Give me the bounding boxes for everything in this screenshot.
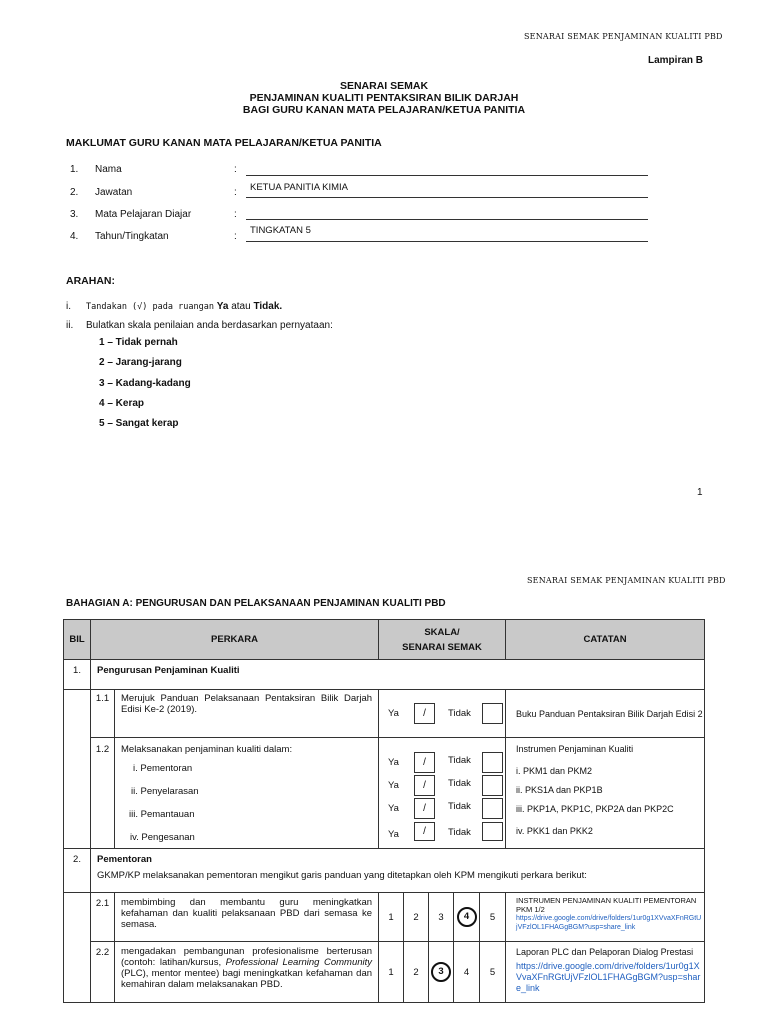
list-item: i. Pementoran xyxy=(133,763,193,774)
row-checklist xyxy=(379,738,506,849)
running-header-page2: SENARAI SEMAK PENJAMINAN KUALITI PBD xyxy=(527,576,726,585)
section-number: 2. xyxy=(64,849,91,893)
row-number: 1.1 xyxy=(91,690,115,738)
lampiran-label: Lampiran B xyxy=(648,55,704,66)
row-text: Merujuk Panduan Pelaksanaan Pentaksiran Bilik Darjah Edisi Ke-2 (2019). xyxy=(115,690,379,738)
arahan-i-number: i. xyxy=(66,301,71,312)
ya-label: Ya xyxy=(388,829,399,840)
arahan-i-text: Tandakan (√) pada ruangan xyxy=(86,302,214,312)
list-item: iii. Pemantauan xyxy=(129,809,195,820)
field-label: Jawatan xyxy=(95,187,133,198)
table-header-row xyxy=(64,620,705,660)
row-text-part: (PLC), mentor mentee) bagi meningkatkan kefahaman dan kemahiran dalam melaksanakan PBD. xyxy=(121,968,373,990)
ya-checkbox[interactable]: / xyxy=(414,822,435,841)
header-perkara: PERKARA xyxy=(91,620,379,660)
scale-option-3[interactable]: 3 xyxy=(429,893,454,942)
tidak-checkbox[interactable] xyxy=(482,822,503,841)
field-number: 1. xyxy=(70,164,79,175)
arahan-i-atau: atau xyxy=(231,301,251,312)
scale-option-2[interactable]: 2 xyxy=(404,893,429,942)
section-title: Pengurusan Penjaminan Kualiti xyxy=(91,660,705,690)
catatan-link[interactable]: https://drive.google.com/drive/folders/1ur0g1XVvaXFnRGtUjVFzlOL1FHAGgBGM?usp=share_link xyxy=(516,961,701,993)
section-title: Pementoran xyxy=(97,854,152,865)
tidak-label: Tidak xyxy=(448,778,471,789)
row-catatan xyxy=(506,738,705,849)
header-skala xyxy=(379,620,506,660)
catatan-title: Instrumen Penjaminan Kualiti xyxy=(516,744,634,754)
scale-item-3: 3 – Kadang-kadang xyxy=(99,378,191,389)
arahan-i-ya: Ya xyxy=(216,301,229,312)
field-number: 3. xyxy=(70,209,79,220)
scale-option-1[interactable]: 1 xyxy=(379,893,404,942)
scale-item-2: 2 – Jarang-jarang xyxy=(99,357,182,368)
table-row-section-1 xyxy=(64,660,705,690)
catatan-item: iii. PKP1A, PKP1C, PKP2A dan PKP2C xyxy=(516,804,674,814)
row-number: 1.2 xyxy=(91,738,115,849)
field-label: Nama xyxy=(95,164,122,175)
row-checklist xyxy=(379,690,506,738)
scale-circle: 3 xyxy=(431,962,451,982)
row-text: Melaksanakan penjaminan kualiti dalam: xyxy=(121,744,293,755)
header-skala-line1: SKALA/ xyxy=(424,626,460,638)
running-header: SENARAI SEMAK PENJAMINAN KUALITI PBD xyxy=(524,32,723,41)
catatan-link[interactable]: https://drive.google.com/drive/folders/1ur0g1XVvaXFnRGtUjVFzlOL1FHAGgBGM?usp=share_link xyxy=(516,915,702,931)
tidak-label: Tidak xyxy=(448,755,471,766)
tidak-checkbox[interactable] xyxy=(482,798,503,819)
row-text: membimbing dan membantu guru meningkatkan kefahaman dan kualiti pelaksanaan PBD dari semasa ke semasa. xyxy=(115,893,379,942)
checklist-table xyxy=(63,619,705,1003)
field-underline xyxy=(246,219,648,220)
table-row-1-2 xyxy=(64,738,705,849)
catatan-title: INSTRUMEN PENJAMINAN KUALITI PEMENTORAN PKM 1/2 xyxy=(516,896,697,914)
field-underline xyxy=(246,197,648,198)
doc-title-1: SENARAI SEMAK xyxy=(339,80,429,92)
field-label: Tahun/Tingkatan xyxy=(95,231,169,242)
arahan-ii-text: Bulatkan skala penilaian anda berdasarkan pernyataan: xyxy=(86,320,333,331)
scale-option-5[interactable]: 5 xyxy=(480,942,506,1003)
row-content xyxy=(115,738,379,849)
tidak-label: Tidak xyxy=(448,707,471,719)
tidak-checkbox[interactable] xyxy=(482,703,503,724)
section-content xyxy=(91,849,705,893)
scale-option-1[interactable]: 1 xyxy=(379,942,404,1003)
ya-label: Ya xyxy=(388,803,399,814)
scale-option-3-circled[interactable] xyxy=(429,942,454,1003)
row-catatan xyxy=(506,942,705,1003)
list-item: ii. Penyelarasan xyxy=(131,786,199,797)
row-text-part: mengadakan pembangunan profesionalisme berterusan (contoh: latihan/kursus, xyxy=(121,946,373,968)
field-underline xyxy=(246,175,648,176)
field-value[interactable]: KETUA PANITIA KIMIA xyxy=(250,182,349,193)
scale-option-2[interactable]: 2 xyxy=(404,942,429,1003)
arahan-i-tidak: Tidak. xyxy=(253,301,283,312)
row-catatan xyxy=(506,893,705,942)
tidak-checkbox[interactable] xyxy=(482,752,503,773)
page-number: 1 xyxy=(697,487,703,498)
table-row-2-1 xyxy=(64,893,705,942)
row-number: 2.1 xyxy=(91,893,115,942)
arahan-i xyxy=(86,301,282,312)
table-row-2-2 xyxy=(64,942,705,1003)
table-row-section-2 xyxy=(64,849,705,893)
header-bil: BIL xyxy=(64,620,91,660)
catatan-item: iv. PKK1 dan PKK2 xyxy=(516,826,593,836)
field-number: 4. xyxy=(70,231,79,242)
scale-circle: 4 xyxy=(457,907,477,927)
arahan-heading: ARAHAN: xyxy=(66,275,115,287)
list-item: iv. Pengesanan xyxy=(130,832,195,843)
section-description: GKMP/KP melaksanakan pementoran mengikut garis panduan yang ditetapkan oleh KPM mengikuti perkara berikut: xyxy=(97,870,587,881)
scale-option-4[interactable]: 4 xyxy=(454,942,480,1003)
header-catatan: CATATAN xyxy=(506,620,705,660)
ya-checkbox[interactable]: / xyxy=(414,752,435,773)
header-skala-line2: SENARAI SEMAK xyxy=(402,641,482,653)
scale-item-5: 5 – Sangat kerap xyxy=(99,418,179,429)
tidak-checkbox[interactable] xyxy=(482,775,503,796)
scale-item-4: 4 – Kerap xyxy=(99,398,145,409)
doc-title-2: PENJAMINAN KUALITI PENTAKSIRAN BILIK DARJAH xyxy=(249,92,519,104)
ya-checkbox[interactable]: / xyxy=(414,775,435,796)
tidak-label: Tidak xyxy=(448,827,471,838)
doc-title-3: BAGI GURU KANAN MATA PELAJARAN/KETUA PANITIA xyxy=(242,104,526,116)
ya-checkbox[interactable]: / xyxy=(414,798,435,819)
section-heading-bahagian-a: BAHAGIAN A: PENGURUSAN DAN PELAKSANAAN PENJAMINAN KUALITI PBD xyxy=(66,598,446,609)
table-row-1-1 xyxy=(64,690,705,738)
field-colon: : xyxy=(234,231,237,242)
row-catatan: Buku Panduan Pentaksiran Bilik Darjah Edisi 2 xyxy=(506,690,705,738)
field-number: 2. xyxy=(70,187,79,198)
ya-checkbox[interactable]: / xyxy=(414,703,435,724)
scale-item-1: 1 – Tidak pernah xyxy=(99,337,178,348)
catatan-item: i. PKM1 dan PKM2 xyxy=(516,766,593,776)
row-number: 2.2 xyxy=(91,942,115,1003)
field-colon: : xyxy=(234,187,237,198)
ya-label: Ya xyxy=(388,757,399,768)
tidak-label: Tidak xyxy=(448,801,471,812)
row-text-italic: Professional Learning Community xyxy=(225,957,373,968)
field-underline xyxy=(246,241,648,242)
field-colon: : xyxy=(234,209,237,220)
catatan-title: Laporan PLC dan Pelaporan Dialog Prestasi xyxy=(516,947,694,957)
row-text xyxy=(115,942,379,1003)
scale-option-4-circled[interactable] xyxy=(454,893,480,942)
section-heading-maklumat: MAKLUMAT GURU KANAN MATA PELAJARAN/KETUA PANITIA xyxy=(66,137,382,149)
section-number: 1. xyxy=(64,660,91,690)
scale-option-5[interactable]: 5 xyxy=(480,893,506,942)
field-value[interactable]: TINGKATAN 5 xyxy=(250,225,311,236)
ya-label: Ya xyxy=(388,707,399,719)
catatan-item: ii. PKS1A dan PKP1B xyxy=(516,785,603,795)
ya-label: Ya xyxy=(388,780,399,791)
field-label: Mata Pelajaran Diajar xyxy=(95,209,192,220)
field-colon: : xyxy=(234,164,237,175)
arahan-ii-number: ii. xyxy=(66,320,74,331)
